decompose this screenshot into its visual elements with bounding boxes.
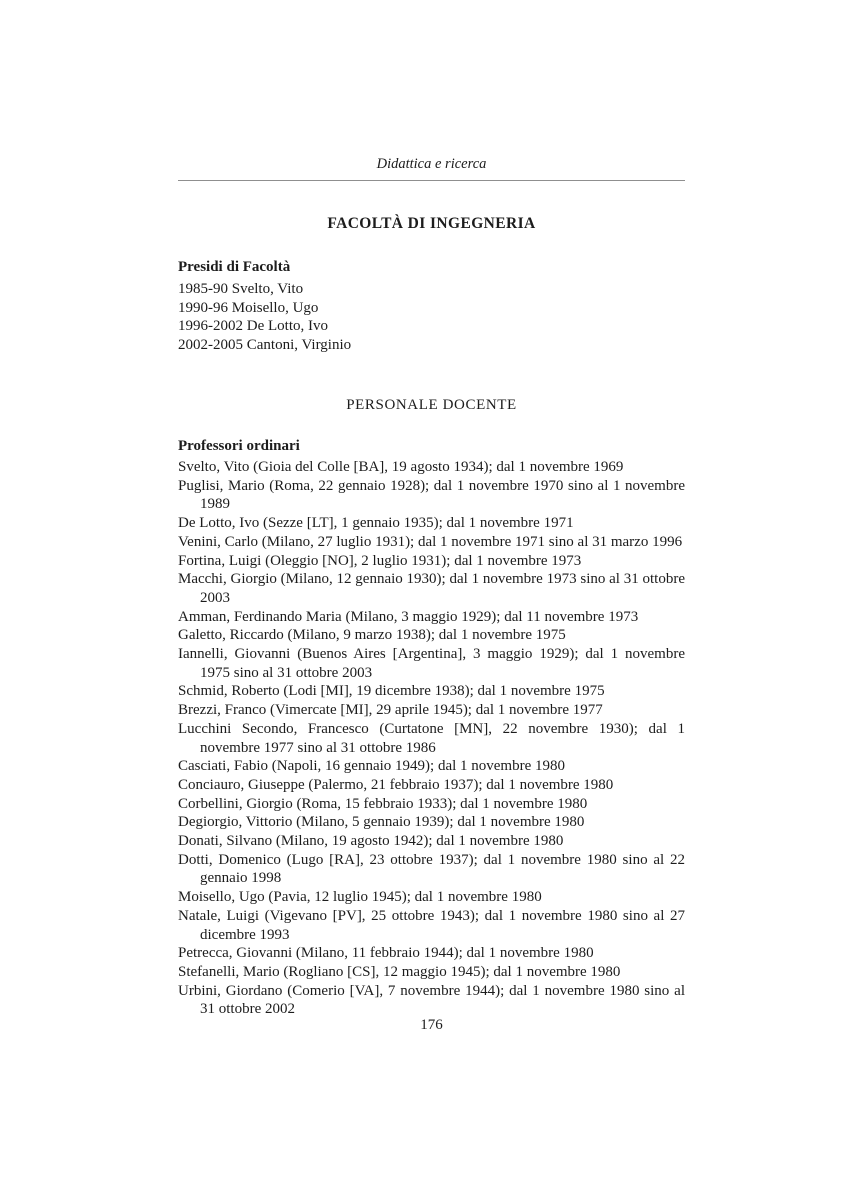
professor-entry: Natale, Luigi (Vigevano [PV], 25 ottobre 1943); dal 1 novembre 1980 sino al 27 dicembre 1993 xyxy=(178,907,685,943)
professor-entry: Dotti, Domenico (Lugo [RA], 23 ottobre 1937); dal 1 novembre 1980 sino al 22 gennaio 1998 xyxy=(178,851,685,887)
professor-entry: Schmid, Roberto (Lodi [MI], 19 dicembre 1938); dal 1 novembre 1975 xyxy=(178,683,605,700)
professor-entry: Conciauro, Giuseppe (Palermo, 21 febbraio 1937); dal 1 novembre 1980 xyxy=(178,776,614,793)
professori-ordinari-list xyxy=(178,458,685,1019)
professor-entry: Degiorgio, Vittorio (Milano, 5 gennaio 1939); dal 1 novembre 1980 xyxy=(178,814,585,831)
presidi-item: 1996-2002 De Lotto, Ivo xyxy=(178,318,328,334)
presidi-item: 1985-90 Svelto, Vito xyxy=(178,281,304,297)
professor-entry: Petrecca, Giovanni (Milano, 11 febbraio 1944); dal 1 novembre 1980 xyxy=(178,945,594,962)
professor-entry: De Lotto, Ivo (Sezze [LT], 1 gennaio 1935); dal 1 novembre 1971 xyxy=(178,515,574,532)
presidi-item: 2002-2005 Cantoni, Virginio xyxy=(178,336,352,353)
professor-entry: Stefanelli, Mario (Rogliano [CS], 12 maggio 1945); dal 1 novembre 1980 xyxy=(178,963,621,980)
professor-entry: Svelto, Vito (Gioia del Colle [BA], 19 agosto 1934); dal 1 novembre 1969 xyxy=(178,459,624,475)
professor-entry: Fortina, Luigi (Oleggio [NO], 2 luglio 1931); dal 1 novembre 1973 xyxy=(178,552,582,569)
professor-entry: Amman, Ferdinando Maria (Milano, 3 maggio 1929); dal 11 novembre 1973 xyxy=(178,608,639,625)
professor-entry: Iannelli, Giovanni (Buenos Aires [Argentina], 3 maggio 1929); dal 1 novembre 1975 sino al 31 ottobre 2003 xyxy=(178,646,685,681)
professor-entry: Corbellini, Giorgio (Roma, 15 febbraio 1933); dal 1 novembre 1980 xyxy=(178,795,588,812)
presidi-item: 1990-96 Moisello, Ugo xyxy=(178,299,319,316)
professor-entry: Brezzi, Franco (Vimercate [MI], 29 aprile 1945); dal 1 novembre 1977 xyxy=(178,702,603,719)
professor-entry: Venini, Carlo (Milano, 27 luglio 1931); dal 1 novembre 1971 sino al 31 marzo 1996 xyxy=(178,533,683,550)
presidi-list xyxy=(178,280,685,354)
header-rule xyxy=(178,180,685,181)
professor-entry: Macchi, Giorgio (Milano, 12 gennaio 1930); dal 1 novembre 1973 sino al 31 ottobre 2003 xyxy=(178,571,685,606)
professor-entry: Casciati, Fabio (Napoli, 16 gennaio 1949); dal 1 novembre 1980 xyxy=(178,758,566,775)
professor-entry: Donati, Silvano (Milano, 19 agosto 1942); dal 1 novembre 1980 xyxy=(178,833,564,850)
running-head: Didattica e ricerca xyxy=(376,156,487,172)
professor-entry: Puglisi, Mario (Roma, 22 gennaio 1928); dal 1 novembre 1970 sino al 1 novembre 1989 xyxy=(178,477,685,513)
presidi-heading: Presidi di Facoltà xyxy=(178,259,291,275)
professor-entry: Urbini, Giordano (Comerio [VA], 7 novembre 1944); dal 1 novembre 1980 sino al 31 ottobre 2002 xyxy=(178,982,685,1018)
page-number: 176 xyxy=(420,1017,443,1033)
personale-docente-heading: PERSONALE DOCENTE xyxy=(346,397,517,413)
professor-entry: Galetto, Riccardo (Milano, 9 marzo 1938); dal 1 novembre 1975 xyxy=(178,627,566,644)
professor-entry: Moisello, Ugo (Pavia, 12 luglio 1945); dal 1 novembre 1980 xyxy=(178,889,542,906)
content-column xyxy=(178,0,685,1019)
professori-ordinari-heading: Professori ordinari xyxy=(178,438,300,454)
faculty-title: FACOLTÀ DI INGEGNERIA xyxy=(327,215,536,232)
professor-entry: Lucchini Secondo, Francesco (Curtatone [MN], 22 novembre 1930); dal 1 novembre 1977 sino al 31 ottobre 1986 xyxy=(178,720,685,756)
